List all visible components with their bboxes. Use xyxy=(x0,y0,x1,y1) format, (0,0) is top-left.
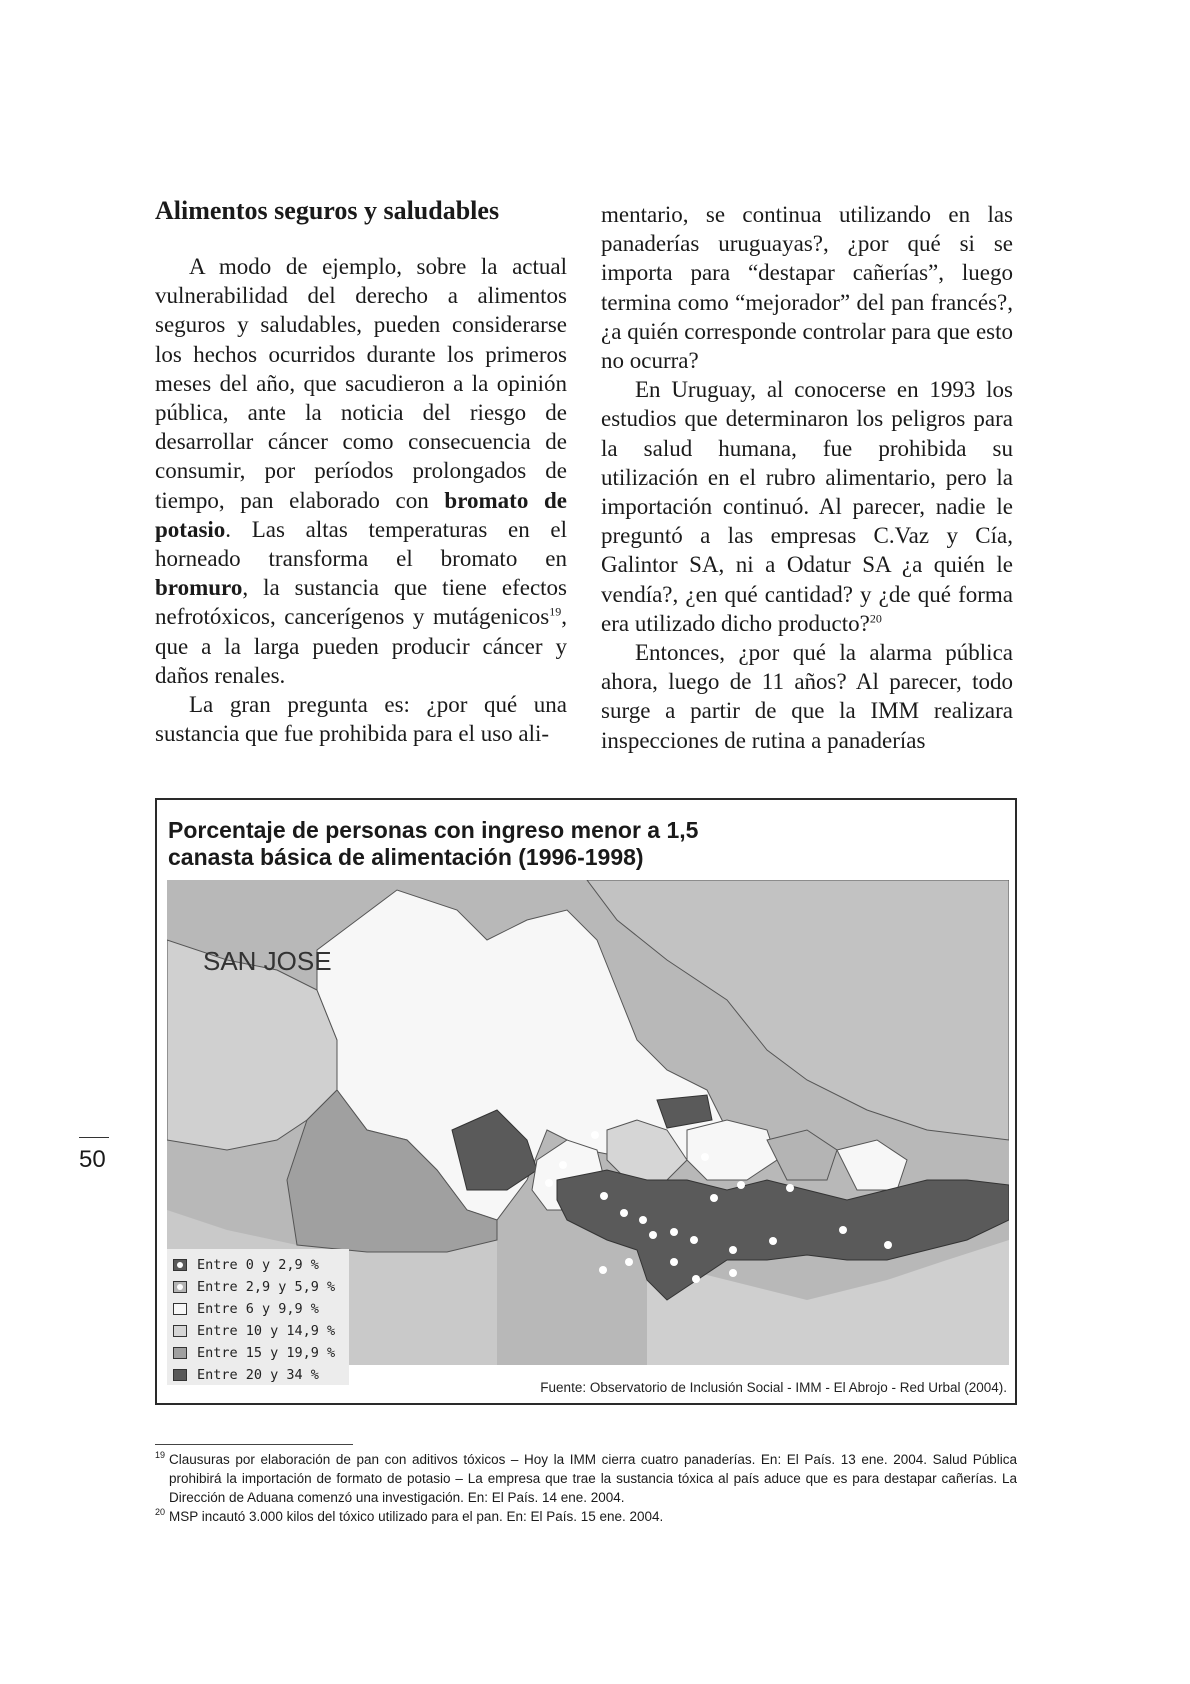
map-legend xyxy=(167,1249,349,1385)
footnotes xyxy=(155,1450,1017,1526)
bold-term: bromato de potasio xyxy=(155,487,567,542)
legend-swatch xyxy=(173,1259,187,1271)
footnote-ref: 19 xyxy=(549,604,562,619)
figure-title: Porcentaje de personas con ingreso menor a 1,5 canasta básica de alimentación (1996-1998) xyxy=(168,817,699,870)
legend-row: Entre 10 y 14,9 % xyxy=(173,1321,335,1341)
footnote-rule xyxy=(155,1444,353,1445)
footnote-19: 19 Clausuras por elaboración de pan con aditivos tóxicos – Hoy la IMM cierra cuatro panaderías. En: El País. 13 ene. 2004. Salud Pública prohibirá la importación de formato de potasio – La empresa que trae la sustancia tóxica al país aduce que es para destapar cañerías. La Dirección de Aduana comenzó una investigación. En: El País. 14 ene. 2004. xyxy=(155,1450,1017,1505)
legend-row: Entre 2,9 y 5,9 % xyxy=(173,1277,335,1297)
paragraph-4: En Uruguay, al conocerse en 1993 los estudios que determinaron los peligros para la salud humana, fue prohibida su utilización en el rubro alimentario, pero la importación continuó. Al parecer, nadie le preguntó a las empresas C.Vaz y Cía, Galintor SA, ni a Odatur SA ¿a quién le vendía?, ¿en qué cantidad? y ¿de qué forma era utilizado dicho producto?$^{20}$ xyxy=(601,377,1013,636)
paragraph-5: Entonces, ¿por qué la alarma pública ahora, luego de 11 años? Al parecer, todo surge a partir de que la IMM realizara inspecciones de rutina a panaderías xyxy=(601,640,1013,753)
paragraph-2: La gran pregunta es: ¿por qué una sustancia que fue prohibida para el uso ali- xyxy=(155,692,567,747)
legend-row: Entre 20 y 34 % xyxy=(173,1365,319,1385)
footnote-20: 20 MSP incautó 3.000 kilos del tóxico utilizado para el pan. En: El País. 15 ene. 2004. xyxy=(155,1507,664,1524)
bold-term: bromuro xyxy=(155,575,243,601)
legend-swatch xyxy=(173,1325,187,1337)
legend-row: Entre 0 y 2,9 % xyxy=(173,1255,319,1275)
page-number-rule xyxy=(79,1137,109,1138)
legend-row: Entre 6 y 9,9 % xyxy=(173,1299,319,1319)
paragraph-3: mentario, se continua utilizando en las panaderías uruguayas?, ¿por qué si se importa para “destapar cañerías”, luego termina como “mejorador” del pan francés?, ¿a quién corresponde controlar para que esto no ocurra? xyxy=(601,202,1013,374)
legend-row: Entre 15 y 19,9 % xyxy=(173,1343,335,1363)
legend-swatch xyxy=(173,1281,187,1293)
legend-swatch xyxy=(173,1347,187,1359)
right-column xyxy=(601,200,1013,755)
legend-swatch xyxy=(173,1369,187,1381)
map-figure xyxy=(155,798,1017,1405)
page-number: 50 xyxy=(79,1146,106,1173)
left-column xyxy=(155,196,567,748)
map-label-san-jose: SAN JOSE xyxy=(203,946,332,976)
paragraph-1: A modo de ejemplo, sobre la actual vulnerabilidad del derecho a alimentos seguros y saludables, pueden considerarse los hechos ocurridos durante los primeros meses del año, que sacudieron a la opinión pública, ante la noticia del riesgo de desarrollar cáncer como consecuencia de consumir, por períodos prolongados de tiempo, pan elaborado con bromato de potasio. Las altas temperaturas en el horneado transforma el bromato en bromuro, la sustancia que tiene efectos nefrotóxicos, cancerígenos y mutágenicos$^{19}$, que a la larga pueden producir cáncer y daños renales. xyxy=(155,254,567,688)
figure-source: Fuente: Observatorio de Inclusión Social - IMM - El Abrojo - Red Urbal (2004). xyxy=(540,1380,1007,1395)
footnote-ref: 20 xyxy=(869,611,882,626)
section-heading: Alimentos seguros y saludables xyxy=(155,196,500,225)
legend-swatch xyxy=(173,1303,187,1315)
